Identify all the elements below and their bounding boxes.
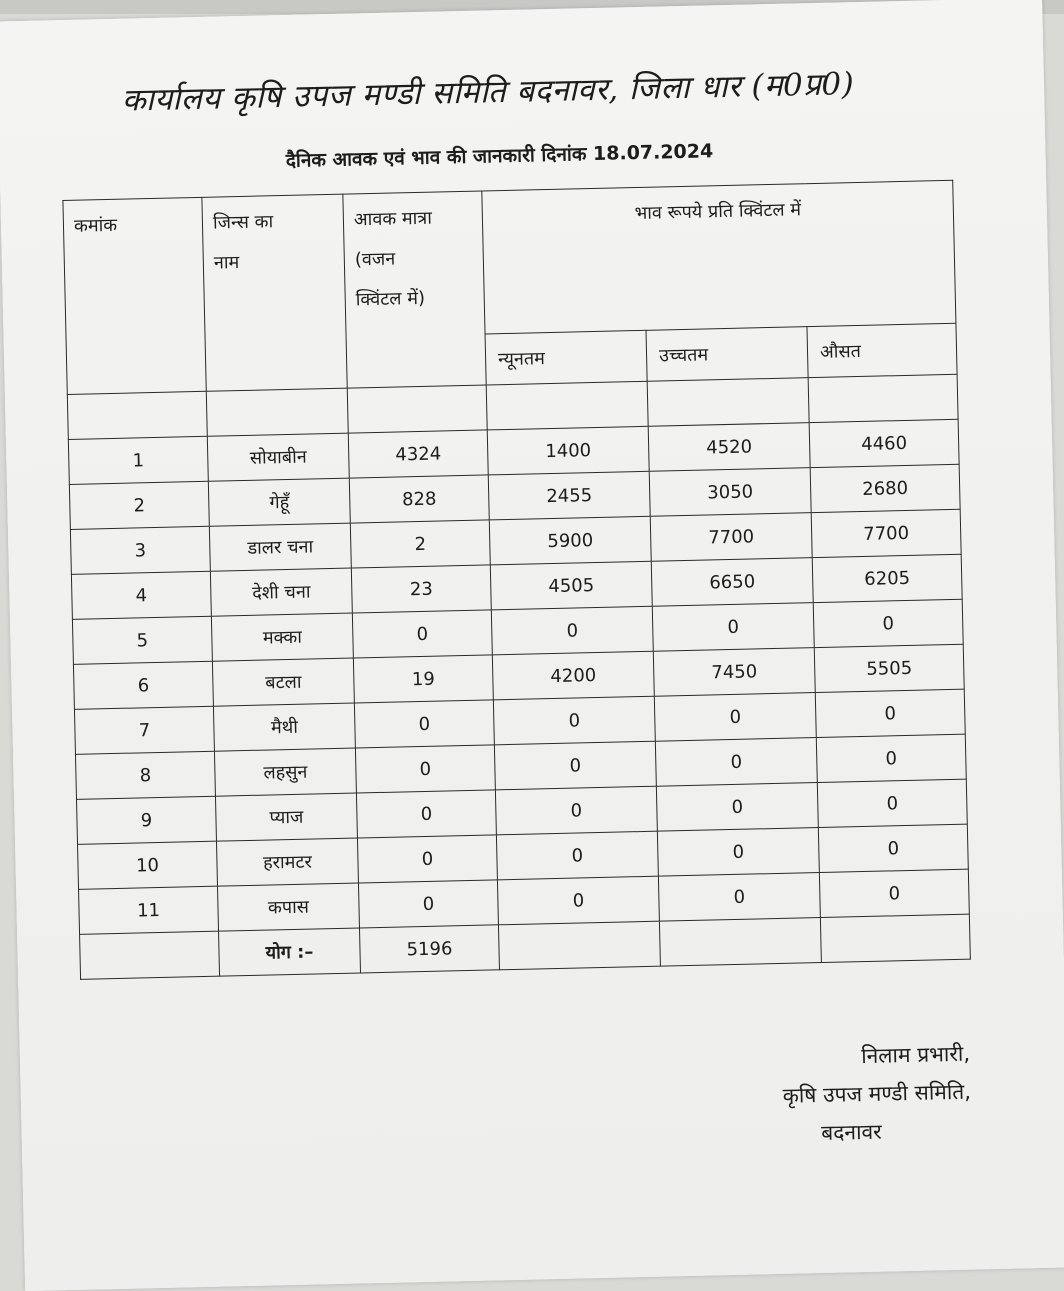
avg-cell: 4460 (809, 419, 959, 467)
blank-cell (808, 374, 958, 422)
commodity-cell: सोयाबीन (207, 433, 349, 481)
qty-cell: 0 (357, 835, 497, 883)
max-cell: 3050 (649, 468, 811, 517)
max-cell: 6650 (651, 558, 813, 607)
total-qty: 5196 (359, 925, 499, 973)
commodity-cell: हरामटर (216, 838, 358, 886)
qty-cell: 0 (355, 745, 495, 793)
qty-cell: 19 (353, 655, 493, 703)
blank-cell (206, 388, 348, 436)
blank-cell (80, 931, 220, 979)
qty-cell: 23 (351, 565, 491, 613)
serial-cell: 10 (78, 841, 218, 889)
min-cell: 0 (497, 876, 659, 925)
avg-cell: 2680 (810, 464, 960, 512)
header-avg-label: औसत (819, 340, 862, 363)
header-max-label: उच्चतम (658, 344, 709, 367)
min-cell: 0 (496, 831, 658, 880)
qty-cell: 2 (350, 520, 490, 568)
min-cell: 1400 (487, 426, 649, 475)
commodity-cell: बटला (212, 658, 354, 706)
avg-cell: 7700 (811, 509, 961, 557)
header-serial (63, 197, 206, 394)
serial-cell: 2 (69, 481, 209, 529)
qty-cell: 0 (352, 610, 492, 658)
blank-cell (647, 378, 809, 427)
commodity-cell: डालर चना (209, 523, 351, 571)
max-cell: 0 (656, 783, 818, 832)
max-cell: 0 (652, 603, 814, 652)
max-cell: 0 (657, 828, 819, 877)
serial-cell: 6 (73, 661, 213, 709)
qty-cell: 0 (354, 700, 494, 748)
min-cell: 4200 (492, 651, 654, 700)
signature-block (710, 1035, 973, 1155)
qty-cell: 828 (349, 475, 489, 523)
avg-cell: 0 (815, 689, 965, 737)
header-arrival-line1: आवक मात्रा (353, 207, 433, 231)
header-commodity (202, 194, 347, 391)
commodity-cell: गेहूँ (208, 478, 350, 526)
header-arrival-line2: (वजन (354, 248, 396, 271)
commodity-cell: लहसुन (214, 748, 356, 796)
max-cell: 4520 (648, 423, 810, 472)
signature-line-3: बदनावर (820, 1119, 883, 1146)
header-price-group-label: भाव रूपये प्रति क्विंटल में (634, 199, 802, 225)
report-title: दैनिक आवक एवं भाव की जानकारी दिनांक 18.07.2024 (285, 140, 714, 172)
header-min (485, 330, 647, 385)
avg-cell: 0 (819, 869, 969, 917)
commodity-cell: प्याज (215, 793, 357, 841)
signature-line-1: निलाम प्रभारी, (860, 1041, 971, 1069)
commodity-cell: मक्का (211, 613, 353, 661)
min-cell: 0 (494, 741, 656, 790)
blank-cell (486, 381, 648, 430)
blank-cell (498, 921, 660, 970)
blank-cell (659, 918, 821, 967)
commodity-cell: मैथी (213, 703, 355, 751)
header-arrival-line3: क्विंटल में) (355, 287, 426, 311)
qty-cell: 4324 (348, 430, 488, 478)
max-cell: 0 (654, 693, 816, 742)
avg-cell: 6205 (812, 554, 962, 602)
min-cell: 0 (493, 696, 655, 745)
min-cell: 0 (491, 606, 653, 655)
min-cell: 0 (495, 786, 657, 835)
header-serial-label: कमांक (73, 214, 118, 237)
serial-cell: 7 (74, 706, 214, 754)
min-cell: 5900 (489, 516, 651, 565)
signature-line-2: कृषि उपज मण्डी समिति, (782, 1079, 972, 1108)
avg-cell: 0 (817, 779, 967, 827)
max-cell: 0 (658, 873, 820, 922)
total-label: योग :– (219, 928, 361, 976)
max-cell: 7450 (653, 648, 815, 697)
serial-cell: 5 (72, 616, 212, 664)
header-commodity-line2: नाम (213, 252, 240, 274)
header-arrival (343, 191, 486, 388)
header-commodity-line1: जिन्स का (212, 211, 274, 234)
header-price-group (482, 180, 956, 334)
max-cell: 7700 (650, 513, 812, 562)
avg-cell: 0 (818, 824, 968, 872)
serial-cell: 9 (76, 796, 216, 844)
header-max (646, 327, 808, 382)
header-avg (807, 323, 957, 377)
header-min-label: न्यूनतम (497, 348, 546, 371)
max-cell: 0 (655, 738, 817, 787)
commodity-cell: देशी चना (210, 568, 352, 616)
serial-cell: 4 (71, 571, 211, 619)
blank-cell (347, 385, 487, 433)
rates-table (62, 180, 970, 980)
qty-cell: 0 (358, 880, 498, 928)
serial-cell: 1 (68, 436, 208, 484)
avg-cell: 5505 (814, 644, 964, 692)
office-title: कार्यालय कृषि उपज मण्डी समिति बदनावर, जिला धार (म0प्र0) (121, 66, 855, 119)
commodity-cell: कपास (218, 883, 360, 931)
table-header-row (63, 180, 956, 343)
avg-cell: 0 (816, 734, 966, 782)
min-cell: 2455 (488, 471, 650, 520)
blank-cell (820, 914, 970, 962)
serial-cell: 3 (70, 526, 210, 574)
blank-cell (67, 391, 207, 439)
avg-cell: 0 (813, 599, 963, 647)
serial-cell: 11 (79, 886, 219, 934)
min-cell: 4505 (490, 561, 652, 610)
serial-cell: 8 (75, 751, 215, 799)
qty-cell: 0 (356, 790, 496, 838)
